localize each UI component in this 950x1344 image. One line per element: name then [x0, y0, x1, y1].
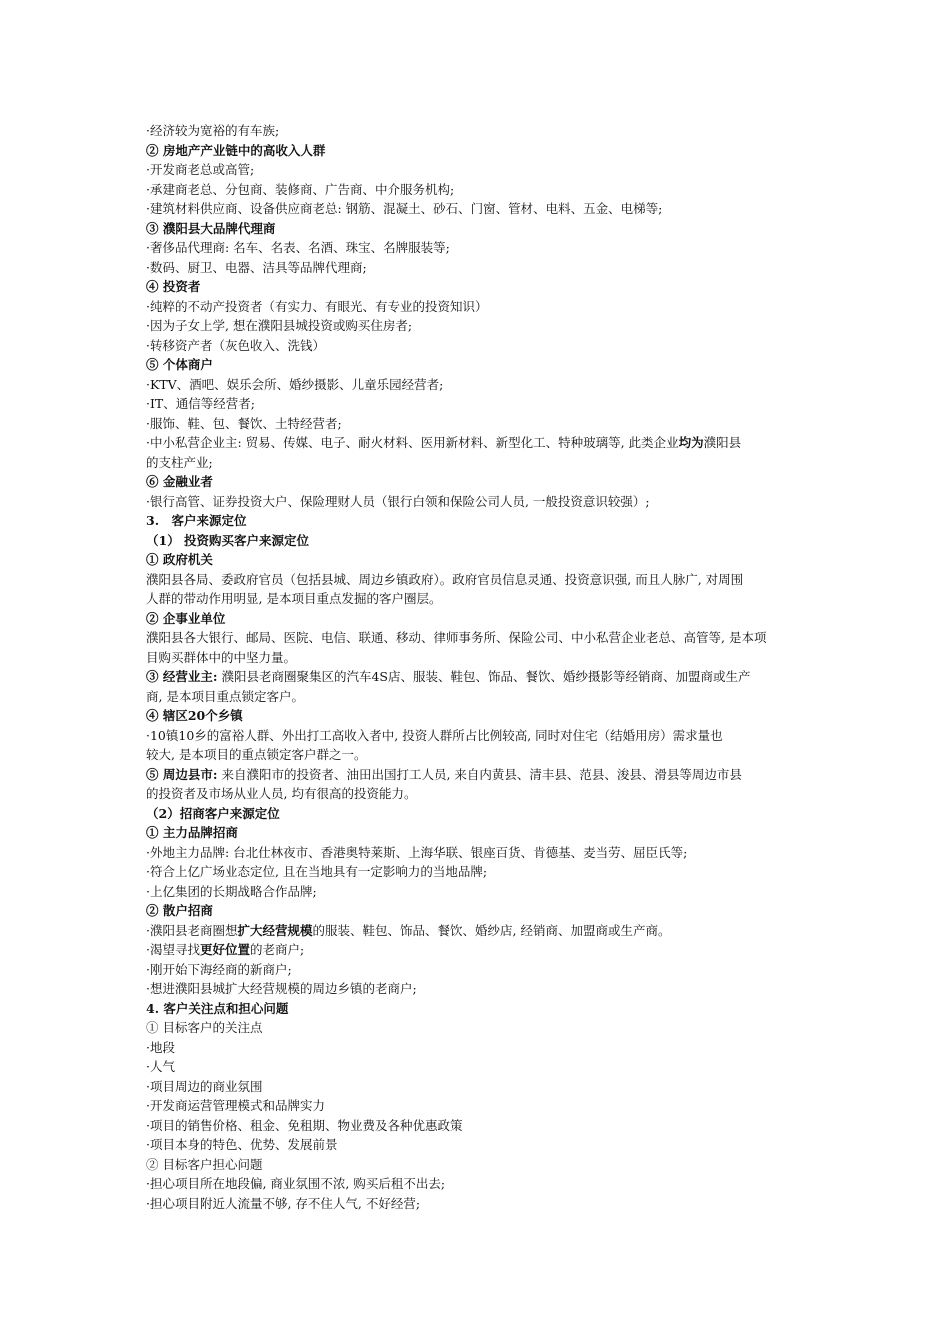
text-line: ·人气 — [146, 1059, 175, 1074]
text-line: ·数码、厨卫、电器、洁具等品牌代理商; — [146, 259, 367, 275]
section-heading: ② 房地产产业链中的高收入人群 — [146, 142, 326, 158]
text-line — [146, 433, 810, 453]
emphasis-text: 均为 — [678, 435, 704, 450]
text-span: 的老商户; — [250, 942, 305, 957]
subsection-heading: （2）招商客户来源定位 — [146, 805, 280, 821]
text-line: 的投资者及市场从业人员, 均有很高的投资能力。 — [146, 786, 417, 801]
text-line: ·想进濮阳县城扩大经营规模的周边乡镇的老商户; — [146, 981, 417, 996]
text-line: ·银行高管、证券投资大户、保险理财人员（银行白领和保险公司人员, 一般投资意识较强）; — [146, 493, 650, 509]
text-line: ·经济较为宽裕的有车族; — [146, 123, 280, 138]
text-line: ·上亿集团的长期战略合作品牌; — [146, 883, 317, 899]
text-line: ·项目的销售价格、租金、免租期、物业费及各种优惠政策 — [146, 1117, 463, 1133]
text-line: 较大, 是本项目的重点锁定客户群之一。 — [146, 747, 367, 762]
text-line: ② 目标客户担心问题 — [146, 1156, 263, 1172]
text-span: 濮阳县老商圈聚集区的汽车4S店、服装、鞋包、饰品、餐饮、婚纱摄影等经销商、加盟商或生产 — [217, 669, 751, 684]
text-span: 的服装、鞋包、饰品、餐饮、婚纱店, 经销商、加盟商或生产商。 — [312, 922, 671, 938]
text-line: 濮阳县各大银行、邮局、医院、电信、联通、移动、律师事务所、保险公司、中小私营企业老总、高管等, 是本项 — [146, 630, 767, 645]
emphasis-text: 扩大经营规模 — [237, 922, 313, 938]
text-span: ·渴望寻找 — [146, 942, 200, 957]
text-line: 的支柱产业; — [146, 454, 213, 470]
text-line — [146, 667, 810, 687]
text-line: 商, 是本项目重点锁定客户。 — [146, 688, 304, 704]
text-line: ·服饰、鞋、包、餐饮、土特经营者; — [146, 415, 342, 431]
text-line: ·建筑材料供应商、设备供应商老总: 钢筋、混凝土、砂石、门窗、管材、电料、五金、电梯等; — [146, 201, 663, 216]
emphasis-text: 更好位置 — [199, 942, 250, 957]
section-heading: ② 散户招商 — [146, 903, 213, 918]
text-line: ·因为子女上学, 想在濮阳县城投资或购买住房者; — [146, 318, 413, 333]
text-line: ·开发商运营管理模式和品牌实力 — [146, 1098, 325, 1113]
text-line: ① 目标客户的关注点 — [146, 1020, 263, 1035]
text-line: ·项目本身的特色、优势、发展前景 — [146, 1137, 338, 1152]
inline-heading: ③ 经营业主: — [146, 669, 218, 684]
section-heading: ① 主力品牌招商 — [146, 825, 238, 840]
text-line: ·转移资产者（灰色收入、洗钱） — [146, 337, 325, 353]
text-line — [146, 765, 810, 785]
inline-heading: ⑤ 周边县市: — [146, 766, 218, 782]
section-heading: 4. 客户关注点和担心问题 — [146, 1000, 289, 1016]
document-page — [146, 121, 810, 1213]
section-heading: ⑤ 个体商户 — [146, 357, 213, 372]
text-line: ·项目周边的商业氛围 — [146, 1078, 263, 1094]
text-span: ·中小私营企业主: 贸易、传媒、电子、耐火材料、医用新材料、新型化工、特种玻璃等, 此类企业 — [146, 435, 679, 450]
text-span: 来自濮阳市的投资者、油田出国打工人员, 来自内黄县、清丰县、范县、浚县、滑县等周边市县 — [217, 766, 742, 782]
text-line — [146, 921, 810, 941]
section-heading: ③ 濮阳县大品牌代理商 — [146, 220, 276, 236]
section-heading: 3. 客户来源定位 — [146, 513, 247, 528]
section-heading: ⑥ 金融业者 — [146, 474, 213, 489]
text-line: 人群的带动作用明显, 是本项目重点发掘的客户圈层。 — [146, 591, 442, 606]
text-line: ·承建商老总、分包商、装修商、广告商、中介服务机构; — [146, 181, 455, 197]
text-line: ·地段 — [146, 1039, 175, 1055]
section-heading: ② 企事业单位 — [146, 610, 226, 626]
section-heading: ① 政府机关 — [146, 552, 213, 567]
text-span: ·濮阳县老商圈想 — [146, 922, 238, 938]
text-line: ·开发商老总或高管; — [146, 162, 255, 177]
text-line: 目购买群体中的中坚力量。 — [146, 649, 297, 665]
text-line: ·奢侈品代理商: 名车、名表、名酒、珠宝、名牌服装等; — [146, 240, 450, 255]
text-line: ·担心项目附近人流量不够, 存不住人气, 不好经营; — [146, 1195, 421, 1211]
text-line — [146, 940, 810, 960]
text-line: ·纯粹的不动产投资者（有实力、有眼光、有专业的投资知识） — [146, 298, 488, 314]
text-line: ·担心项目所在地段偏, 商业氛围不浓, 购买后租不出去; — [146, 1176, 446, 1191]
text-line: ·刚开始下海经商的新商户; — [146, 961, 292, 977]
text-line: ·符合上亿广场业态定位, 且在当地具有一定影响力的当地品牌; — [146, 864, 488, 879]
subsection-heading: （1） 投资购买客户来源定位 — [146, 532, 310, 548]
text-span: 濮阳县 — [703, 435, 742, 450]
text-line: ·KTV、酒吧、娱乐会所、婚纱摄影、儿童乐园经营者; — [146, 376, 444, 392]
section-heading: ④ 投资者 — [146, 279, 201, 294]
section-heading: ④ 辖区20个乡镇 — [146, 708, 243, 723]
text-line: ·外地主力品牌: 台北仕林夜市、香港奥特莱斯、上海华联、银座百货、肯德基、麦当劳、屈臣氏等; — [146, 844, 688, 860]
text-line: ·10镇10乡的富裕人群、外出打工高收入者中, 投资人群所占比例较高, 同时对住宅（结婚用房）需求量也 — [146, 727, 723, 743]
text-line: ·IT、通信等经营者; — [146, 396, 255, 411]
text-line: 濮阳县各局、委政府官员（包括县城、周边乡镇政府）。政府官员信息灵通、投资意识强, 而且人脉广, 对周围 — [146, 571, 744, 587]
